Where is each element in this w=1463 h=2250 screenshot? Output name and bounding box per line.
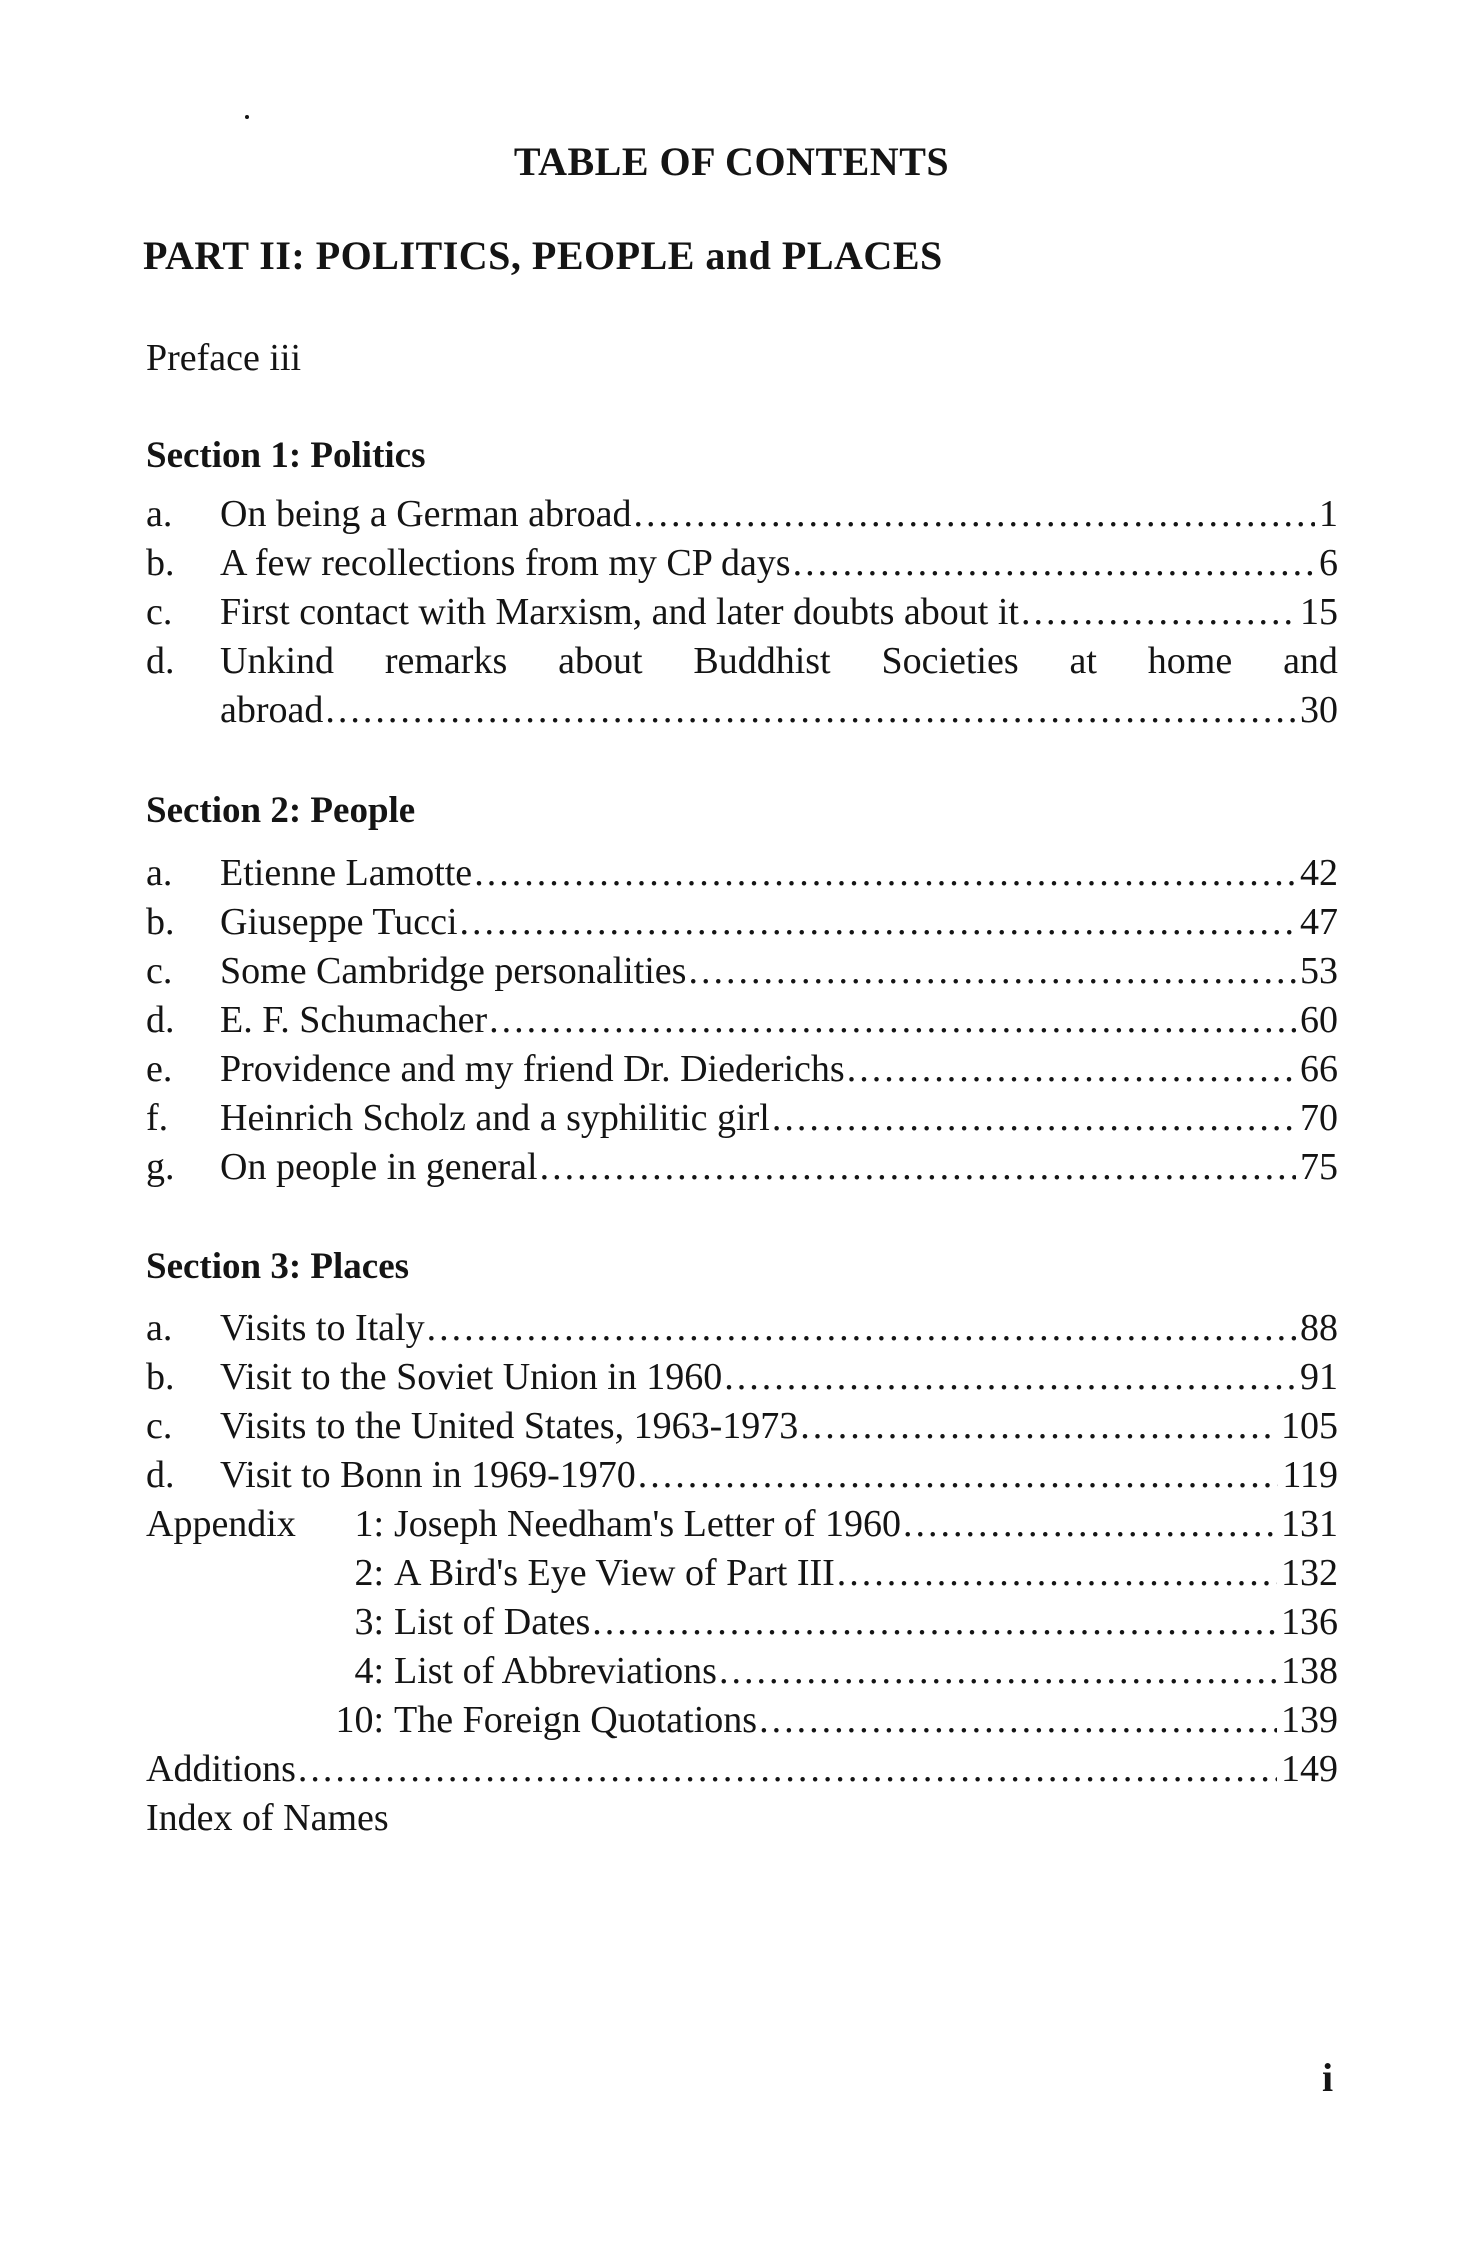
- entry-title: On people in general: [220, 1146, 538, 1188]
- entry-title: Index of Names: [146, 1797, 389, 1839]
- entry-page: 6: [1319, 542, 1338, 584]
- entry-title: Joseph Needham's Letter of 1960: [394, 1503, 902, 1545]
- entry-title: Visit to the Soviet Union in 1960: [220, 1356, 723, 1398]
- entry-title: Visit to Bonn in 1969-1970: [220, 1454, 636, 1496]
- dot-leader: [724, 1353, 1296, 1402]
- entry-title: Visits to the United States, 1963-1973: [220, 1405, 799, 1447]
- section-1-heading: Section 1: Politics: [146, 435, 426, 476]
- dot-leader: [688, 947, 1296, 996]
- dot-leader: [847, 1045, 1296, 1094]
- dot-leader: [474, 849, 1296, 898]
- dot-leader: [793, 539, 1315, 588]
- entry-title: List of Abbreviations: [394, 1650, 717, 1692]
- entry-page: 75: [1300, 1146, 1338, 1188]
- entry-word: Unkind: [220, 640, 334, 682]
- entry-page: 149: [1281, 1748, 1338, 1790]
- dot-leader: [489, 996, 1296, 1045]
- appendix-label: Appendix: [146, 1503, 296, 1545]
- entry-word: and: [1283, 640, 1338, 682]
- toc-entry: [146, 1143, 1338, 1192]
- entry-page: 15: [1300, 591, 1338, 633]
- dot-leader: [903, 1500, 1277, 1549]
- entry-page: 136: [1281, 1601, 1338, 1643]
- entry-word: home: [1147, 640, 1233, 682]
- entry-page: 119: [1282, 1454, 1338, 1496]
- index-entry: [146, 1794, 1338, 1843]
- section-1-list: [146, 490, 1338, 735]
- toc-entry: [146, 539, 1338, 588]
- entry-title: List of Dates: [394, 1601, 591, 1643]
- preface-entry: Preface iii: [146, 337, 302, 379]
- entry-page: 132: [1281, 1552, 1338, 1594]
- entry-label: c.: [146, 950, 173, 992]
- entry-label: e.: [146, 1048, 173, 1090]
- entry-word: remarks: [384, 640, 508, 682]
- section-3-list: [146, 1304, 1338, 1843]
- toc-entry: [146, 1451, 1338, 1500]
- entry-title: A Bird's Eye View of Part III: [394, 1552, 835, 1594]
- entry-word: at: [1069, 640, 1097, 682]
- entry-title: Giuseppe Tucci: [220, 901, 458, 943]
- entry-label: a.: [146, 1307, 173, 1349]
- entry-word: about: [558, 640, 643, 682]
- toc-entry: [146, 1094, 1338, 1143]
- entry-page: 42: [1300, 852, 1338, 894]
- entry-page: 70: [1300, 1097, 1338, 1139]
- appendix-number: 4:: [354, 1650, 384, 1692]
- entry-page: 88: [1300, 1307, 1338, 1349]
- toc-entry: [146, 490, 1338, 539]
- entry-title: Additions: [146, 1748, 296, 1790]
- entry-label: c.: [146, 591, 173, 633]
- section-2-list: [146, 849, 1338, 1192]
- entry-title: Visits to Italy: [220, 1307, 425, 1349]
- entry-page: 138: [1281, 1650, 1338, 1692]
- entry-title: A few recollections from my CP days: [220, 542, 791, 584]
- toc-entry: [146, 588, 1338, 637]
- dot-leader: [592, 1598, 1277, 1647]
- appendix-entry: [146, 1500, 1338, 1549]
- toc-entry: [146, 996, 1338, 1045]
- dot-leader: [638, 1451, 1279, 1500]
- appendix-entry: [146, 1549, 1338, 1598]
- dot-leader: [837, 1549, 1277, 1598]
- entry-label: b.: [146, 1356, 175, 1398]
- appendix-number: 2:: [354, 1552, 384, 1594]
- entry-page: 131: [1281, 1503, 1338, 1545]
- entry-page: 1: [1319, 493, 1338, 535]
- page-folio: i: [1322, 2055, 1334, 2100]
- entry-label: g.: [146, 1146, 175, 1188]
- appendix-entry: [146, 1598, 1338, 1647]
- toc-entry-wrapped: [146, 637, 1338, 686]
- appendix-entry: [146, 1647, 1338, 1696]
- entry-title: Some Cambridge personalities: [220, 950, 687, 992]
- dot-leader: [298, 1745, 1277, 1794]
- entry-title: E. F. Schumacher: [220, 999, 488, 1041]
- toc-entry: [146, 1402, 1338, 1451]
- entry-page: 60: [1300, 999, 1338, 1041]
- entry-page: 66: [1300, 1048, 1338, 1090]
- entry-label: a.: [146, 493, 173, 535]
- appendix-number: 3:: [354, 1601, 384, 1643]
- entry-label: c.: [146, 1405, 173, 1447]
- appendix-number: 1:: [354, 1503, 384, 1545]
- entry-title: The Foreign Quotations: [394, 1699, 758, 1741]
- dot-leader: [772, 1094, 1296, 1143]
- entry-word: Societies: [881, 640, 1019, 682]
- appendix-entry: [146, 1696, 1338, 1745]
- dot-leader: [427, 1304, 1296, 1353]
- entry-label: b.: [146, 542, 175, 584]
- dot-leader: [800, 1402, 1277, 1451]
- dot-leader: [460, 898, 1297, 947]
- entry-title: On being a German abroad: [220, 493, 632, 535]
- entry-page: 30: [1300, 689, 1338, 731]
- toc-entry: [146, 849, 1338, 898]
- toc-entry: [146, 1353, 1338, 1402]
- toc-entry: [146, 947, 1338, 996]
- entry-page: 105: [1281, 1405, 1338, 1447]
- page-title: TABLE OF CONTENTS: [513, 139, 950, 184]
- entry-page: 47: [1300, 901, 1338, 943]
- entry-title: Etienne Lamotte: [220, 852, 473, 894]
- entry-label: f.: [146, 1097, 169, 1139]
- stray-dot-mark: [245, 115, 249, 119]
- part-heading: PART II: POLITICS, PEOPLE and PLACES: [143, 233, 943, 278]
- dot-leader: [325, 686, 1296, 735]
- dot-leader: [634, 490, 1315, 539]
- entry-label: d.: [146, 999, 175, 1041]
- section-2-heading: Section 2: People: [146, 790, 416, 831]
- entry-page: 53: [1300, 950, 1338, 992]
- entry-title: Heinrich Scholz and a syphilitic girl: [220, 1097, 770, 1139]
- entry-page: 91: [1300, 1356, 1338, 1398]
- dot-leader: [719, 1647, 1277, 1696]
- appendix-number: 10:: [335, 1699, 384, 1741]
- entry-label: a.: [146, 852, 173, 894]
- dot-leader: [759, 1696, 1277, 1745]
- toc-entry: [146, 1304, 1338, 1353]
- dot-leader: [540, 1143, 1296, 1192]
- entry-title: First contact with Marxism, and later doubts about it: [220, 591, 1019, 633]
- entry-label: d.: [146, 640, 175, 682]
- section-3-heading: Section 3: Places: [146, 1246, 410, 1287]
- toc-entry-continuation: [146, 686, 1338, 735]
- dot-leader: [1021, 588, 1296, 637]
- entry-title: Providence and my friend Dr. Diederichs: [220, 1048, 845, 1090]
- entry-label: d.: [146, 1454, 175, 1496]
- entry-page: 139: [1281, 1699, 1338, 1741]
- additions-entry: [146, 1745, 1338, 1794]
- entry-word: Buddhist: [693, 640, 831, 682]
- entry-title: abroad: [220, 689, 324, 731]
- toc-entry: [146, 898, 1338, 947]
- entry-label: b.: [146, 901, 175, 943]
- toc-entry: [146, 1045, 1338, 1094]
- entry-title-justified: [220, 637, 1338, 686]
